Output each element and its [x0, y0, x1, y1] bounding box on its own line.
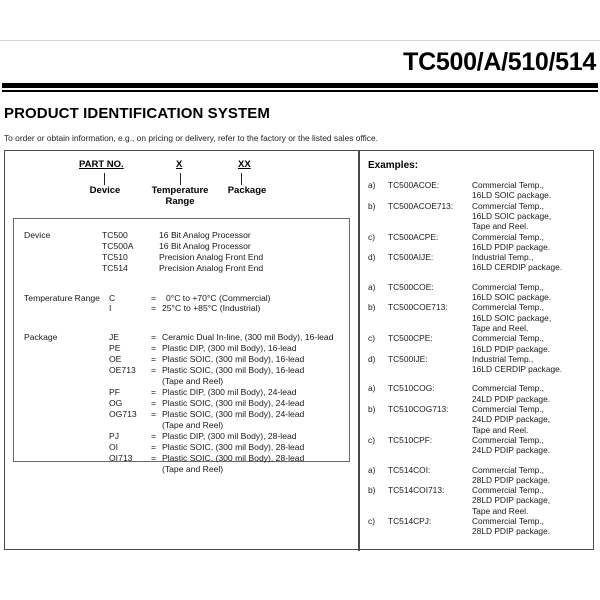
table-row-desc: Plastic SOIC, (300 mil Body), 28-lead [162, 453, 305, 463]
header-rule-thin [2, 90, 598, 92]
table-row-eq: = [151, 409, 157, 419]
table-row: OG [109, 398, 123, 408]
table-row: TC514 [102, 263, 128, 273]
example-part-number: TC510CPF: [388, 434, 433, 445]
table-row-eq: = [151, 293, 157, 303]
example-description-line: 24LD PDIP package. [472, 393, 551, 404]
table-row: OE713 [109, 365, 136, 375]
table-row: JE [109, 332, 120, 342]
example-key: b) [368, 200, 376, 211]
table-row-desc: Plastic SOIC, (300 mil Body), 28-lead [162, 442, 305, 452]
example-part-number: TC514COI: [388, 464, 431, 475]
table-row-eq: = [151, 431, 157, 441]
example-part-number: TC500AIJE: [388, 252, 434, 263]
table-row-desc: Plastic SOIC, (300 mil Body), 16-lead [162, 354, 305, 364]
table-row-desc: Plastic DIP, (300 mil Body), 16-lead [162, 343, 297, 353]
table-row-eq: = [151, 398, 157, 408]
example-key: b) [368, 485, 376, 496]
table-row: PJ [109, 431, 120, 441]
table-row-desc: Plastic DIP, (300 mil Body), 28-lead [162, 431, 297, 441]
column-divider [358, 150, 360, 551]
example-key: a) [368, 180, 376, 190]
group-label-package: Package [24, 332, 58, 342]
table-row-eq: = [151, 365, 157, 375]
example-key: a) [368, 383, 376, 394]
table-row-eq: = [151, 332, 157, 342]
example-description-line: Commercial Temp., [472, 200, 544, 211]
part-number-diagram [4, 150, 358, 218]
pn-field-code-2: XX [238, 159, 251, 170]
example-part-number: TC500ACOE: [388, 180, 440, 190]
table-row: OI [109, 442, 119, 452]
example-description-line: 28LD PDIP package, [472, 495, 551, 506]
example-description-line: Commercial Temp., [472, 180, 544, 190]
example-description-line: 28LD PDIP package. [472, 474, 551, 485]
document-title: TC500/A/510/514 [403, 48, 596, 76]
example-description-line: Commercial Temp., [472, 302, 544, 313]
table-row-eq: = [151, 387, 157, 397]
example-description-line: Commercial Temp., [472, 404, 544, 414]
example-description-line: 16LD SOIC package, [472, 210, 552, 221]
example-description-line: 16LD CERDIP package. [472, 262, 563, 273]
example-description-line: Tape and Reel. [472, 322, 529, 333]
example-part-number: TC510COG: [388, 383, 435, 394]
example-key: d) [368, 353, 376, 364]
pn-field-code-1: X [176, 159, 183, 170]
example-key: b) [368, 404, 376, 414]
pn-leader-2 [241, 173, 242, 185]
table-row: TC510 [102, 252, 128, 262]
example-part-number: TC514CPJ: [388, 516, 432, 526]
example-part-number: TC510COG713: [388, 404, 449, 414]
table-row-eq: = [151, 453, 157, 463]
examples-heading: Examples: [368, 160, 419, 171]
table-row-desc: Ceramic Dual In-line, (300 mil Body), 16-lead [162, 332, 334, 342]
example-description-line: 28LD PDIP package. [472, 526, 551, 537]
example-part-number: TC500ACPE: [388, 231, 439, 242]
example-description-line: 16LD SOIC package. [472, 292, 552, 302]
table-row-desc: Plastic SOIC, (300 mil Body), 24-lead [162, 398, 305, 408]
example-key: a) [368, 464, 376, 475]
example-description-line: Commercial Temp., [472, 485, 544, 496]
table-row-eq: = [151, 354, 157, 364]
example-description-line: Industrial Temp., [472, 353, 534, 364]
example-description-line: 16LD PDIP package. [472, 343, 551, 354]
example-description-line: Commercial Temp., [472, 231, 544, 242]
table-row-desc: 0°C to +70°C (Commercial) [166, 293, 271, 303]
pn-leader-0 [104, 173, 105, 185]
example-part-number: TC500COE713: [388, 302, 448, 313]
table-row-desc: Precision Analog Front End [159, 263, 264, 273]
intro-paragraph: To order or obtain information, e.g., on pricing or delivery, refer to the factory or the listed sales office. [4, 133, 378, 143]
example-key: d) [368, 252, 376, 263]
example-description-line: 16LD SOIC package, [472, 312, 552, 323]
table-row: TC500 [102, 230, 128, 240]
example-description-line: 16LD CERDIP package. [472, 364, 563, 375]
example-part-number: TC500COE: [388, 281, 434, 292]
header-rule-thick [2, 83, 598, 88]
example-key: c) [368, 516, 375, 526]
table-row: OG713 [109, 409, 137, 419]
table-row-eq: = [151, 343, 157, 353]
table-row-desc: 25°C to +85°C (Industrial) [162, 303, 261, 313]
table-row: TC500A [102, 241, 134, 251]
example-description-line: Tape and Reel. [472, 424, 529, 435]
table-row-eq: = [151, 442, 157, 452]
table-row: OE [109, 354, 122, 364]
example-description-line: 24LD PDIP package. [472, 445, 551, 456]
table-row-desc: Plastic SOIC, (300 mil Body), 16-lead [162, 365, 305, 375]
group-label-temperature-range: Temperature Range [24, 293, 100, 303]
example-part-number: TC500CPE: [388, 333, 433, 344]
group-label-device: Device [24, 230, 51, 240]
pn-field-label-1: Temperature [151, 185, 209, 196]
table-row: PE [109, 343, 121, 353]
table-row-eq: = [151, 303, 157, 313]
example-description-line: Tape and Reel. [472, 505, 529, 516]
example-key: c) [368, 333, 375, 344]
table-row: OI713 [109, 453, 133, 463]
table-row-desc-cont: (Tape and Reel) [162, 420, 224, 430]
example-part-number: TC500IJE: [388, 353, 428, 364]
example-description-line: 16LD PDIP package. [472, 241, 551, 252]
example-description-line: Industrial Temp., [472, 252, 534, 263]
example-description-line: Commercial Temp., [472, 464, 544, 475]
example-description-line: Tape and Reel. [472, 221, 529, 232]
table-row-desc: 16 Bit Analog Processor [159, 241, 251, 251]
table-row: I [109, 303, 112, 313]
example-key: c) [368, 434, 375, 445]
example-key: b) [368, 302, 376, 313]
table-row-desc-cont: (Tape and Reel) [162, 376, 224, 386]
pn-field-label-0: Device [89, 185, 121, 196]
example-part-number: TC500ACOE713: [388, 200, 454, 211]
pn-leader-1 [180, 173, 181, 185]
table-row-desc: Plastic SOIC, (300 mil Body), 24-lead [162, 409, 305, 419]
page-top-hairline [0, 40, 600, 41]
example-description-line: Commercial Temp., [472, 333, 544, 344]
table-row: C [109, 293, 116, 303]
section-title: PRODUCT IDENTIFICATION SYSTEM [4, 105, 270, 122]
example-description-line: Commercial Temp., [472, 434, 544, 445]
example-part-number: TC514COI713: [388, 485, 445, 496]
example-key: c) [368, 231, 375, 242]
pn-field-code-0: PART NO. [79, 159, 124, 170]
example-description-line: Commercial Temp., [472, 281, 544, 292]
example-description-line: Commercial Temp., [472, 383, 544, 394]
example-description-line: Commercial Temp., [472, 516, 544, 526]
table-row-desc-cont: (Tape and Reel) [162, 464, 224, 474]
selection-table [13, 218, 350, 474]
table-row-desc: Plastic DIP, (300 mil Body), 24-lead [162, 387, 297, 397]
pn-field-label-2: Package [227, 185, 267, 196]
table-row: PF [109, 387, 120, 397]
pn-field-label-1-line2: Range [165, 196, 195, 207]
example-key: a) [368, 281, 376, 292]
example-description-line: 24LD PDIP package, [472, 414, 551, 425]
example-description-line: 16LD SOIC package. [472, 190, 552, 201]
table-row-desc: 16 Bit Analog Processor [159, 230, 251, 240]
table-row-desc: Precision Analog Front End [159, 252, 264, 262]
